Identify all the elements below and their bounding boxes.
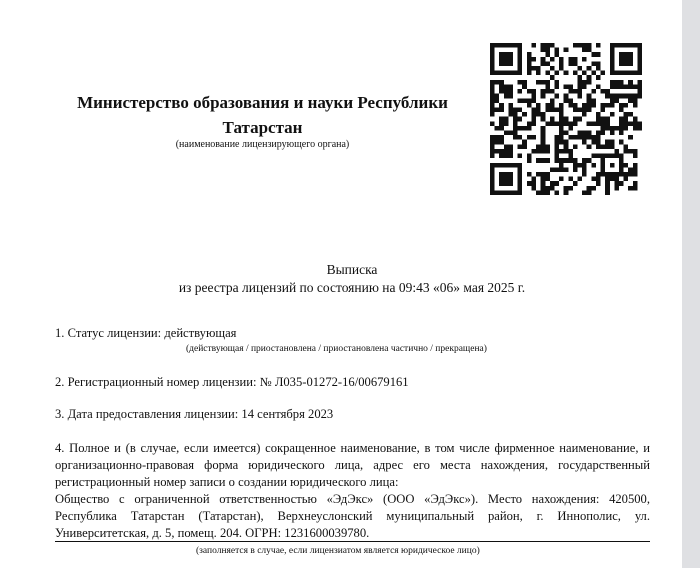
- licensing-authority-name: [50, 90, 475, 140]
- document-title: Выписка: [326, 262, 378, 277]
- licensee-line: организационно-правовая форма юридического лица, адрес его места нахождения, государственный: [55, 458, 650, 472]
- underline-rule: [55, 541, 650, 542]
- license-status-hint: (действующая / приостановлена / приостановлена частично / прекращена): [186, 344, 487, 354]
- authority-name-line-1: Министерство образования и науки Республики: [77, 93, 448, 112]
- licensee-hint: (заполняется в случае, если лицензиатом является юридическое лицо): [196, 546, 480, 556]
- licensee-line: Республика Татарстан (Татарстан), Верхнеуслонский муниципальный район, г. Иннополис, ул.: [55, 509, 650, 523]
- license-issue-date: 3. Дата предоставления лицензии: 14 сентября 2023: [55, 407, 334, 421]
- license-registration-number: 2. Регистрационный номер лицензии: № Л035-01272-16/00679161: [55, 375, 409, 389]
- licensee-line: Университетская, д. 5, помещ. 204. ОГРН: 1231600039780.: [55, 526, 370, 540]
- authority-name-line-2: Татарстан: [222, 118, 303, 137]
- qr-code-icon: [490, 43, 642, 195]
- license-status: 1. Статус лицензии: действующая: [55, 326, 237, 340]
- licensee-line: Общество с ограниченной ответственностью «ЭдЭкс» (ООО «ЭдЭкс»). Место нахождения: 420500,: [55, 492, 650, 506]
- licensee-line: 4. Полное и (в случае, если имеется) сокращенное наименование, в том числе фирменное наименование, и: [55, 441, 650, 455]
- licensee-details: [55, 440, 650, 542]
- viewer-scroll-strip[interactable]: [682, 0, 700, 568]
- licensee-line: регистрационный номер записи о создании юридического лица:: [55, 475, 399, 489]
- authority-caption: (наименование лицензирующего органа): [175, 139, 350, 150]
- document-subtitle: из реестра лицензий по состоянию на 09:43 «06» мая 2025 г.: [178, 280, 526, 295]
